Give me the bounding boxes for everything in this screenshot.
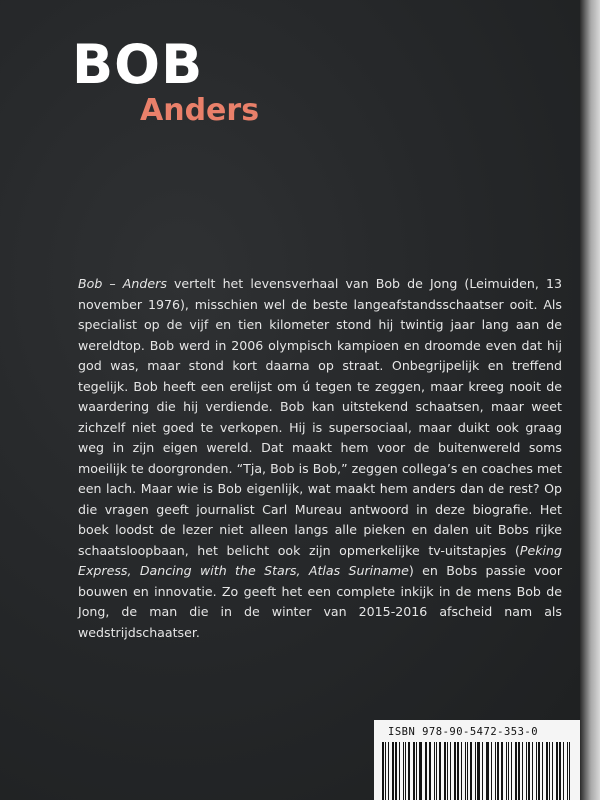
blurb-part-1: vertelt het levensverhaal van Bob de Jong (Leimuiden, 13 november 1976), misschien wel de beste langeafstandsschaatser ooit. Als specialist op de vijf en tien kilometer stond hij twintig jaar lang aan de wereldtop. Bob werd in 2006 olympisch kampioen en droomde even dat hij god was, maar stond kort daarna op straat. Onbegrijpelijk en treffend tegelijk. Bob heeft een erelijst om ú tegen te zeggen, maar kreeg nooit de waardering die hij verdiende. Bob kan uitstekend schaatsen, maar weet zichzelf niet goed te verkopen. Hij is supersociaal, maar duikt ook graag weg in zijn eigen wereld. Dat maakt hem voor de buitenwereld soms moeilijk te doorgronden. “Tja, Bob is Bob,” zeggen collega’s en coaches met een lach. Maar wie is Bob eigenlijk, wat maakt hem anders dan de rest? Op die vragen geeft journalist Carl Mureau antwoord in deze biografie. Het boek loodst de lezer niet alleen langs alle pieken en dalen uit Bobs rijke schaatsloopbaan, het belicht ook zijn opmerkelijke tv-uitstapjes ( <box>78 276 562 558</box>
barcode-label <box>374 720 580 800</box>
page-edge <box>580 0 600 800</box>
book-subtitle: Anders <box>140 93 260 128</box>
blurb-book-title: Bob – Anders <box>78 276 167 291</box>
book-title: BOB <box>72 33 204 96</box>
blurb-part-2: ) en Bobs passie voor bouwen en innovatie. Zo geeft het een complete inkijk in de mens Bob de Jong, de man die in de winter van 2015-2016 afscheid nam als wedstrijdschaatser. <box>78 563 562 640</box>
blurb-tv-shows: Peking Express, Dancing with the Stars, Atlas Suriname <box>78 542 562 578</box>
isbn-number: ISBN 978-90-5472-353-0 <box>388 726 539 738</box>
blurb-text <box>78 274 562 643</box>
barcode-graphic <box>382 742 572 800</box>
